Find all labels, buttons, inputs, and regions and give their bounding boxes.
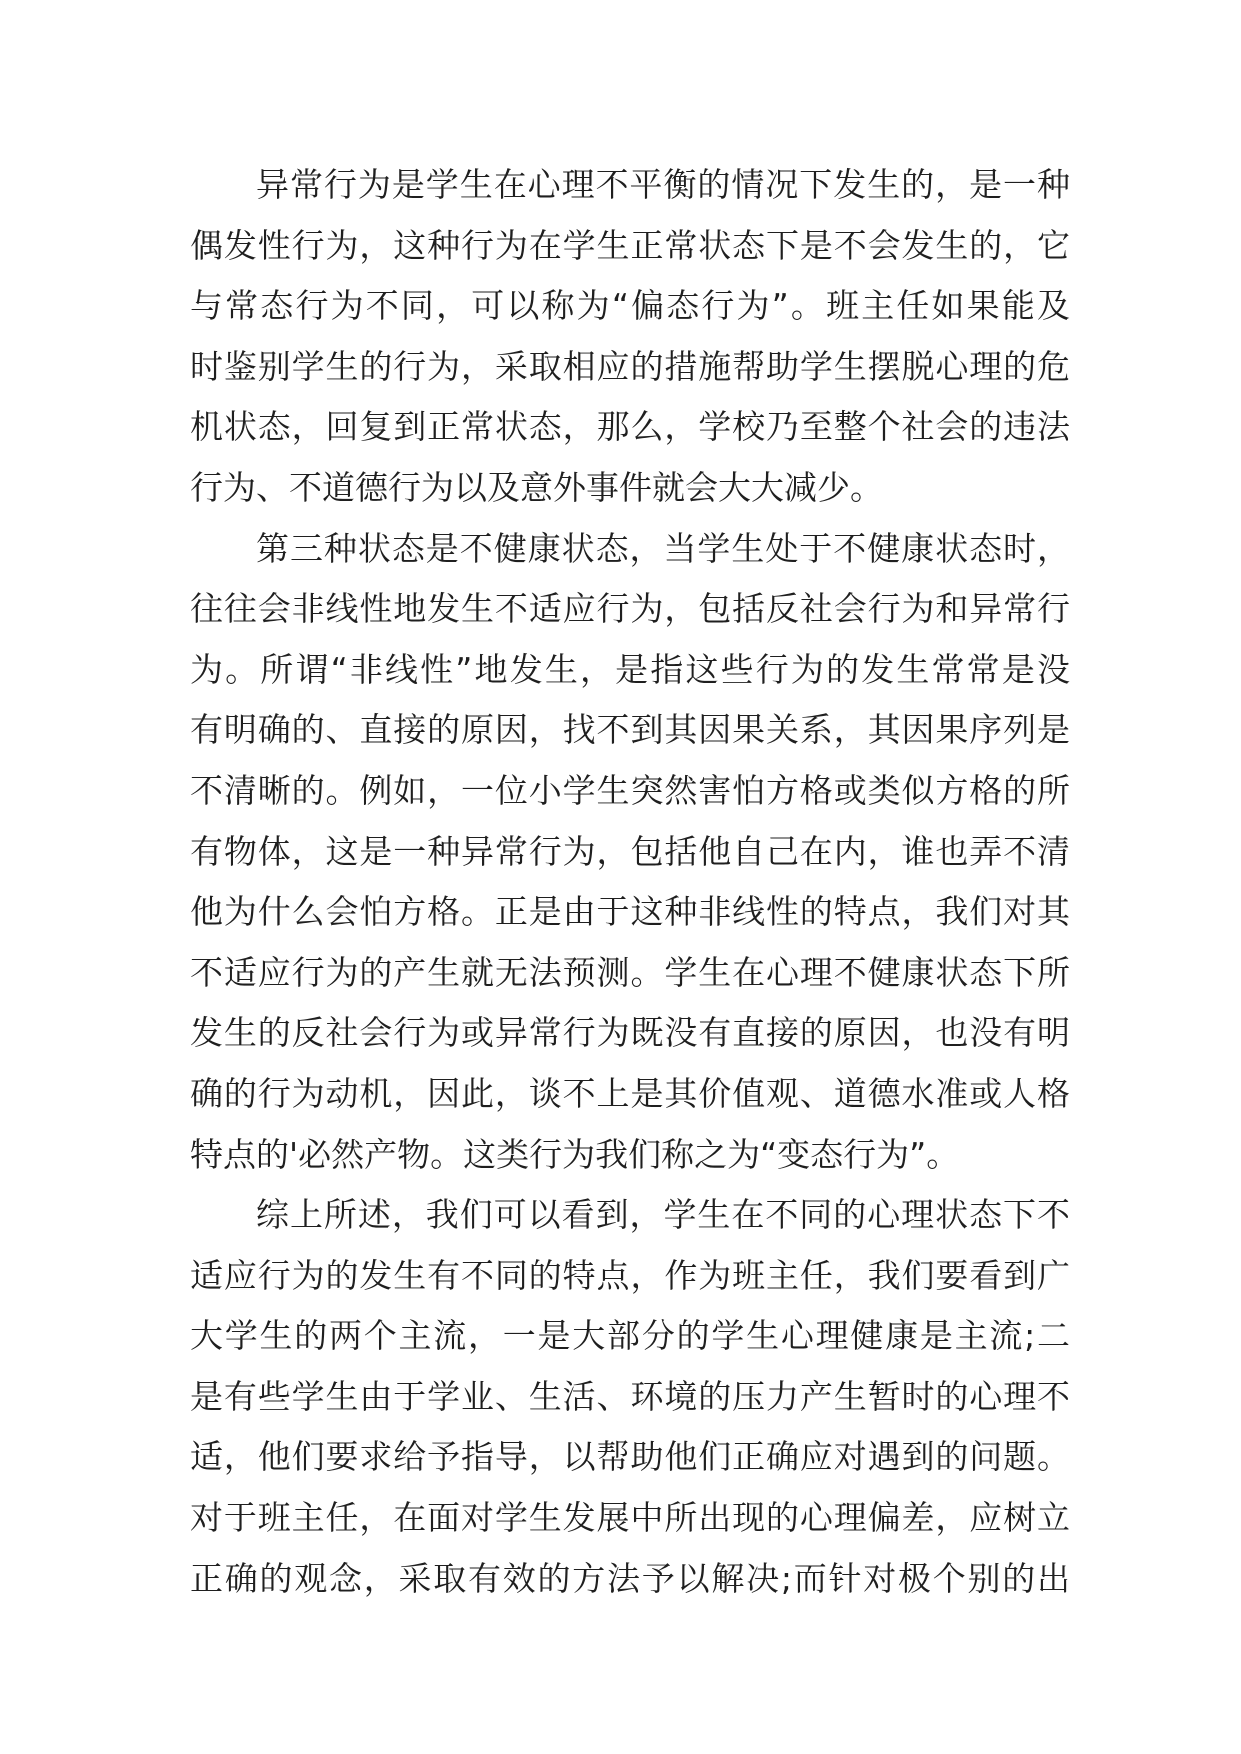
text-line: 对于班主任，在面对学生发展中所出现的心理偏差，应树立 [190, 1498, 1070, 1538]
text-line: 机状态，回复到正常状态，那么，学校乃至整个社会的违法 [190, 407, 1070, 447]
text-line: 时鉴别学生的行为，采取相应的措施帮助学生摆脱心理的危 [190, 346, 1070, 386]
text-line: 特点的'必然产物。这类行为我们称之为“变态行为”。 [190, 1134, 960, 1174]
text-line: 为。所谓“非线性”地发生，是指这些行为的发生常常是没 [190, 649, 1070, 689]
text-line: 有明确的、直接的原因，找不到其因果关系，其因果序列是 [190, 710, 1070, 750]
text-line: 是有些学生由于学业、生活、环境的压力产生暂时的心理不 [190, 1376, 1070, 1416]
text-line: 适，他们要求给予指导，以帮助他们正确应对遇到的问题。 [190, 1437, 1070, 1477]
text-line: 不适应行为的产生就无法预测。学生在心理不健康状态下所 [190, 952, 1070, 992]
text-line: 大学生的两个主流，一是大部分的学生心理健康是主流;二 [190, 1316, 1070, 1356]
text-line: 与常态行为不同，可以称为“偏态行为”。班主任如果能及 [190, 286, 1070, 326]
text-line: 异常行为是学生在心理不平衡的情况下发生的，是一种 [256, 165, 1070, 204]
document-body [190, 155, 1070, 1609]
text-line: 往往会非线性地发生不适应行为，包括反社会行为和异常行 [190, 589, 1070, 629]
text-line: 有物体，这是一种异常行为，包括他自己在内，谁也弄不清 [190, 831, 1070, 871]
text-line: 他为什么会怕方格。正是由于这种非线性的特点，我们对其 [190, 892, 1070, 932]
text-line: 综上所述，我们可以看到，学生在不同的心理状态下不 [256, 1195, 1070, 1235]
text-line: 正确的观念，采取有效的方法予以解决;而针对极个别的出 [190, 1558, 1070, 1598]
text-line: 行为、不道德行为以及意外事件就会大大减少。 [190, 467, 883, 507]
text-line: 适应行为的发生有不同的特点，作为班主任，我们要看到广 [190, 1255, 1070, 1295]
text-line: 第三种状态是不健康状态，当学生处于不健康状态时， [256, 528, 1070, 568]
text-line: 确的行为动机，因此，谈不上是其价值观、道德水准或人格 [190, 1073, 1070, 1113]
text-line: 偶发性行为，这种行为在学生正常状态下是不会发生的，它 [190, 225, 1070, 265]
text-line: 不清晰的。例如，一位小学生突然害怕方格或类似方格的所 [190, 770, 1070, 810]
text-line: 发生的反社会行为或异常行为既没有直接的原因，也没有明 [190, 1013, 1070, 1053]
